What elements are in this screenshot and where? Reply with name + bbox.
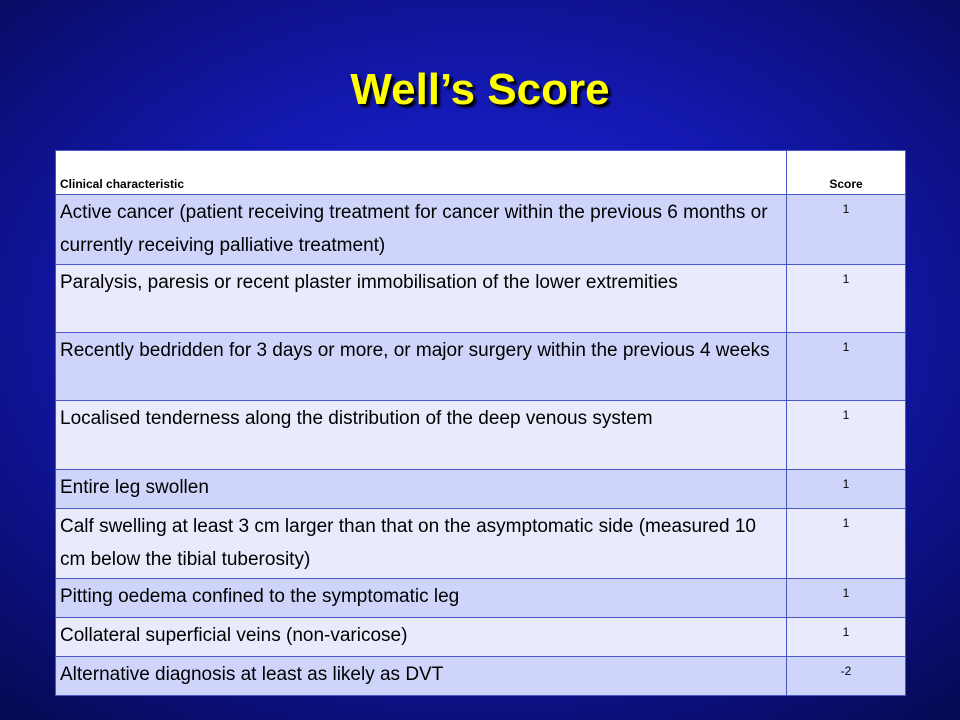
score-cell: 1 xyxy=(787,470,906,509)
table-row xyxy=(56,657,906,696)
characteristic-cell: Active cancer (patient receiving treatment for cancer within the previous 6 months or currently receiving palliative treatment) xyxy=(56,195,787,265)
header-score: Score xyxy=(787,151,906,195)
characteristic-cell: Pitting oedema confined to the symptomatic leg xyxy=(56,579,787,618)
score-cell: 1 xyxy=(787,509,906,579)
score-cell: 1 xyxy=(787,265,906,333)
characteristic-cell: Recently bedridden for 3 days or more, or major surgery within the previous 4 weeks xyxy=(56,333,787,401)
table-row xyxy=(56,333,906,401)
characteristic-cell: Calf swelling at least 3 cm larger than that on the asymptomatic side (measured 10 cm below the tibial tuberosity) xyxy=(56,509,787,579)
table-row xyxy=(56,195,906,265)
score-cell: 1 xyxy=(787,401,906,470)
table-header-row xyxy=(56,151,906,195)
table-row xyxy=(56,618,906,657)
score-cell: 1 xyxy=(787,333,906,401)
characteristic-cell: Entire leg swollen xyxy=(56,470,787,509)
characteristic-cell: Alternative diagnosis at least as likely as DVT xyxy=(56,657,787,696)
header-clinical-characteristic: Clinical characteristic xyxy=(56,151,787,195)
score-cell: 1 xyxy=(787,195,906,265)
characteristic-cell: Collateral superficial veins (non-varicose) xyxy=(56,618,787,657)
score-cell: 1 xyxy=(787,579,906,618)
slide-title: Well’s Score xyxy=(350,65,610,114)
table-row xyxy=(56,579,906,618)
score-cell: 1 xyxy=(787,618,906,657)
characteristic-cell: Paralysis, paresis or recent plaster immobilisation of the lower extremities xyxy=(56,265,787,333)
table-row xyxy=(56,265,906,333)
table-row xyxy=(56,509,906,579)
table-row xyxy=(56,401,906,470)
wells-score-table xyxy=(55,150,906,696)
table-row xyxy=(56,470,906,509)
score-cell: -2 xyxy=(787,657,906,696)
characteristic-cell: Localised tenderness along the distribution of the deep venous system xyxy=(56,401,787,470)
